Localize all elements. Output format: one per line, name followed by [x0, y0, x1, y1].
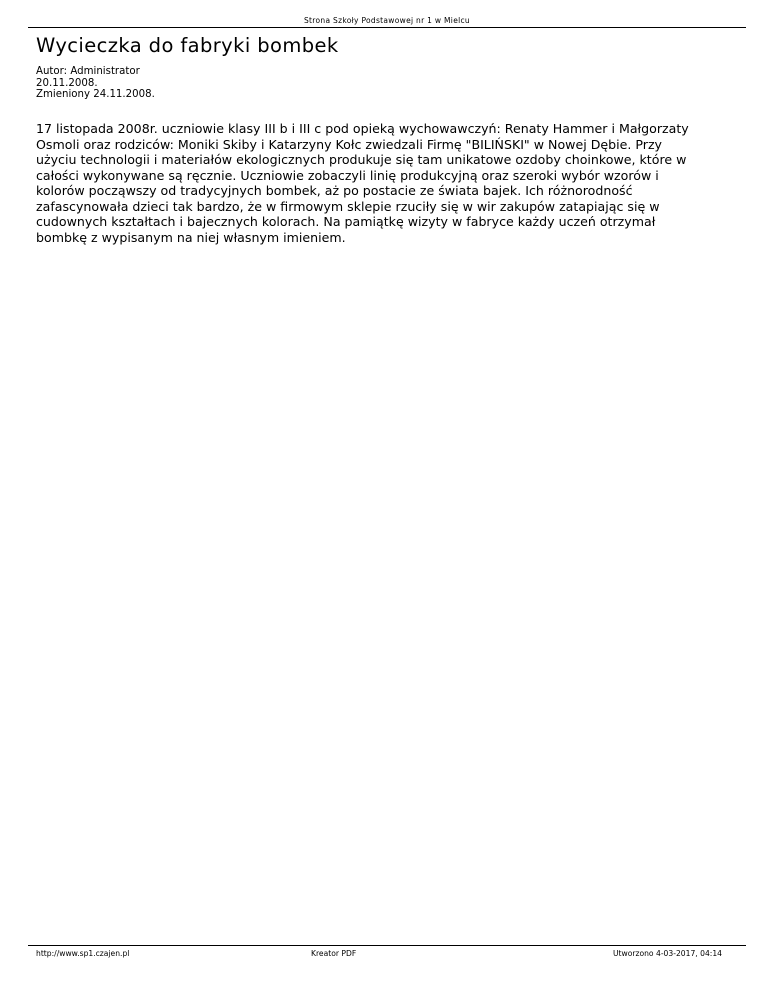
author-line: Autor: Administrator — [36, 66, 140, 77]
page-footer — [28, 945, 746, 966]
body-line: cudownych kształtach i bajecznych kolorach. Na pamiątkę wizyty w fabryce każdy uczeń otrzymał — [36, 214, 656, 229]
site-name: Strona Szkoły Podstawowej nr 1 w Mielcu — [304, 16, 470, 25]
footer-url: http://www.sp1.czajen.pl — [36, 949, 130, 958]
body-line: użyciu technologii i materiałów ekologicznych produkuje się tam unikatowe ozdoby choinkowe, które w — [36, 152, 687, 167]
page-header — [28, 0, 746, 28]
footer-created-timestamp: Utworzono 4-03-2017, 04:14 — [612, 949, 722, 958]
body-line: całości wykonywane są ręcznie. Uczniowie zobaczyli linię produkcyjną oraz szeroki wybór wzorów i — [36, 167, 659, 183]
article-body — [36, 121, 748, 245]
body-line: kolorów począwszy od tradycyjnych bombek, aż po postacie ze świata bajek. Ich różnorodność — [36, 183, 633, 198]
body-line: 17 listopada 2008r. uczniowie klasy III b i III c pod opieką wychowawczyń: Renaty Hammer i Małgorzaty — [36, 121, 689, 136]
article-meta — [36, 66, 155, 101]
body-line: Osmoli oraz rodziców: Moniki Skiby i Katarzyny Kołc zwiedzali Firmę "BILIŃSKI" w Nowej Dębie. Przy — [36, 136, 663, 152]
publish-date: 20.11.2008. — [36, 77, 98, 89]
footer-creator: Kreator PDF — [311, 949, 357, 958]
body-line: bombkę z wypisanym na niej własnym imieniem. — [36, 229, 346, 245]
body-line: zafascynowała dzieci tak bardzo, że w firmowym sklepie rzuciły się w wir zakupów zatapiając się w — [36, 198, 660, 214]
modified-date: Zmieniony 24.11.2008. — [36, 89, 155, 100]
article-title: Wycieczka do fabryki bombek — [36, 34, 339, 57]
